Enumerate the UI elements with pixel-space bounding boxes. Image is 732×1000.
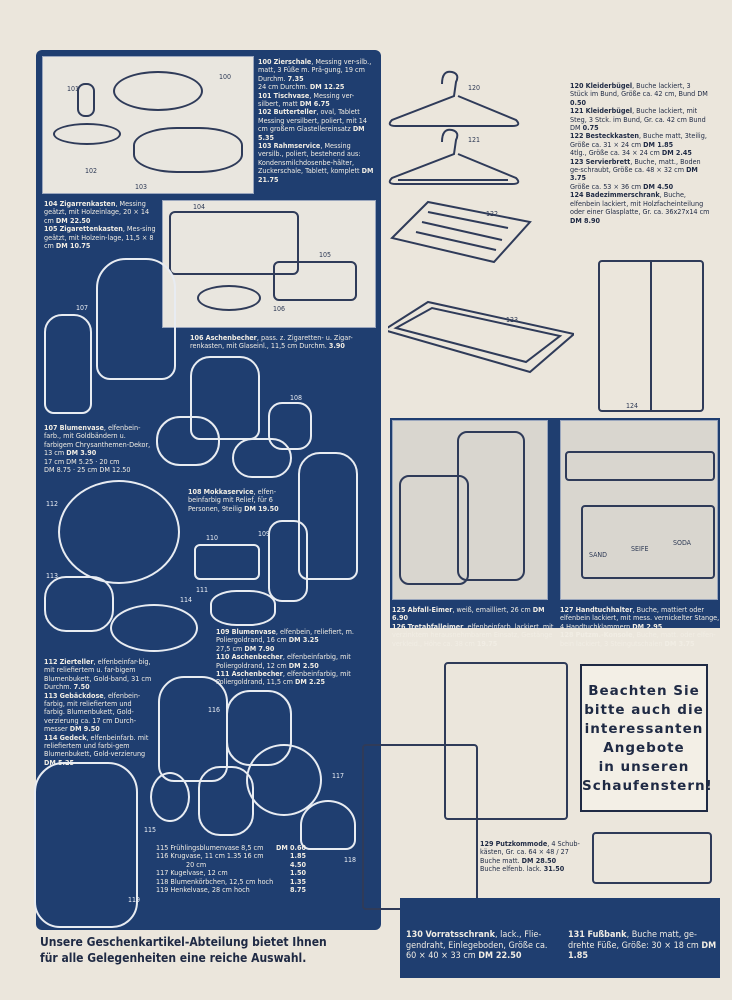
- num-116: 116: [208, 706, 221, 714]
- notice-line-2: bitte auch die: [584, 702, 704, 718]
- cabinet-door-split: [650, 260, 652, 412]
- line-127: 127 Handtuchhalter, Buche, mattiert oder elfenbein lackiert, mit mess. vernickelter Stange, 4 Handtuchklammern DM 2.95: [560, 605, 720, 631]
- num-120: 120: [468, 84, 481, 92]
- jar-label-sand: SAND: [589, 551, 607, 559]
- vase-107-large: [96, 258, 176, 380]
- line-124: 124 Badezimmerschrank, Buche, elfenbein lackiert, mit Holzfacheinteilung oder einer Glasplatte, Gr. ca. 36x27x14 cm DM 8.90: [570, 190, 710, 225]
- line-113: 113 Gebäckdose, elfenbein-farbig, mit reliefiertem und farbig. Blumenbukett, Gold-verzierung ca. 17 cm Durch-messer DM 9.50: [44, 690, 141, 734]
- ashtray-shape: [197, 285, 261, 311]
- pantry-cabinet-130: [362, 744, 478, 910]
- line-120: 120 Kleiderbügel, Buche lackiert, 3 Stück im Bund, Größe ca. 42 cm, Bund DM 0.50: [570, 81, 708, 107]
- towel-rack-photo: [560, 420, 718, 600]
- bucket-125: [399, 475, 469, 585]
- line-100b: 24 cm Durchm. DM 12.25: [258, 82, 345, 92]
- silverware-photo: [42, 56, 254, 194]
- text-106: 106 Aschenbecher, pass. z. Zigaretten- u. Zigar-renkasten, mit Glaseinl., 11,5 cm Durchm. 3.90: [190, 333, 353, 351]
- line-107b: 17 cm DM 5.25 · 20 cm: [44, 456, 120, 466]
- creamer-shape: [268, 402, 312, 450]
- text-127-128: [560, 606, 720, 648]
- line-114: 114 Gedeck, elfenbeinfarb. mit reliefiertem und farbi-gem Blumenbukett, Gold-verzierung DM 5.25: [44, 732, 149, 767]
- cigar-box-photo: [162, 200, 376, 328]
- bath-cabinet-124: [598, 260, 704, 412]
- row-117: 117 Kugelvase, 12 cm 1.50: [156, 868, 306, 878]
- num-115: 115: [144, 826, 157, 834]
- shelf-128: [581, 505, 715, 579]
- ashtray-111-shape: [210, 590, 276, 626]
- num-112: 112: [46, 500, 59, 508]
- num-103: 103: [135, 183, 148, 191]
- ashtray-110-shape: [194, 544, 260, 580]
- text-112-114: [44, 658, 154, 767]
- notice-line-3: interessanten: [584, 721, 704, 737]
- text-109-111: [216, 628, 376, 687]
- notice-line-4: Angebote: [603, 740, 685, 756]
- num-111: 111: [196, 586, 209, 594]
- shop-window-notice: [580, 664, 713, 812]
- spring-vase-115: [150, 772, 190, 822]
- line-112: 112 Zierteller, elfenbeinfar-big, mit reliefiertem u. far-bigem Blumenbukett, Gold-band, 31 cm Durchm. 7.50: [44, 657, 152, 692]
- hanger-120: [390, 72, 519, 126]
- handle-vase-119: [34, 762, 141, 928]
- sugar-bowl-shape: [156, 416, 220, 466]
- line-107: 107 Blumenvase, elfenbein-farb., mit Goldbändern u. farbigem Chrysanthemen-Dekor, 13 cm DM 3.90: [44, 423, 151, 458]
- row-119: 119 Henkelvase, 28 cm hoch 8.75: [156, 885, 306, 895]
- text-129: [480, 840, 584, 874]
- bowl-shape: [113, 71, 203, 111]
- num-102: 102: [85, 167, 98, 175]
- num-110: 110: [206, 534, 219, 542]
- text-120-124: [570, 82, 710, 225]
- line-128: 128 Putzm.-Konsole, Buche, matt. oder elfen-bein lackiert, 3 Steingutschalen DM 3.75: [560, 630, 716, 648]
- line-101: 101 Tischvase, Messing ver-silbert, matt DM 6.75: [258, 90, 355, 109]
- num-104: 104: [193, 203, 206, 211]
- row-116: 116 Krugvase, 11 cm 1.35 16 cm 1.85: [156, 851, 306, 861]
- footer-slogan: [40, 934, 380, 966]
- row-118: 118 Blumenkörbchen, 12,5 cm hoch 1.35: [156, 876, 306, 886]
- line-125: 125 Abfall-Eimer, weiß, emailliert, 26 cm DM 6.90: [392, 605, 545, 623]
- line-100: 100 Zierschale, Messing ver-silb., matt, 3 Füße m. Prä-gung, 19 cm Durchm. 7.35: [258, 57, 372, 83]
- hanger-121: [390, 130, 519, 184]
- num-114: 114: [180, 596, 193, 604]
- num-108: 108: [290, 394, 303, 402]
- cutlery-box-122: [392, 202, 530, 262]
- plate-112-shape: [58, 480, 180, 584]
- line-103: 103 Rahmservice, Messing versilb., poliert, bestehend aus: Kondensmilchdosenbe-hälter, Zuckerschale, Tablett, komplett DM 21.75: [258, 141, 374, 184]
- num-101: 101: [67, 85, 80, 93]
- text-107: [44, 424, 154, 474]
- num-109: 109: [258, 530, 271, 538]
- table-vase-shape: [77, 83, 95, 117]
- num-123: 123: [506, 316, 519, 324]
- cream-set-shape: [133, 127, 243, 173]
- towel-holder-127: [565, 451, 715, 481]
- num-117: 117: [332, 772, 345, 780]
- row-116b: 20 cm 4.50: [186, 859, 306, 869]
- footer-line-2: für alle Gelegenheiten eine reiche Auswahl.: [40, 951, 307, 965]
- vase-107-small: [44, 314, 92, 414]
- row-115: 115 Frühlingsblumenvase 8,5 cm DM 0.60: [156, 843, 306, 852]
- num-119: 119: [128, 896, 141, 904]
- text-125-126: [392, 606, 554, 648]
- jar-label-soda: SODA: [673, 539, 691, 547]
- line-102: 102 Butterteller, oval, Tablett Messing versilbert, poliert, mit 14 cm großem Glastellereinsatz DM 5.35: [258, 107, 368, 142]
- line-105: 105 Zigarettenkasten, Mes-sing geätzt, mit Holzein-lage, 11,5 × 8 cm DM 10.75: [44, 224, 156, 251]
- num-107: 107: [76, 304, 89, 312]
- line-122b: 4tlg., Größe ca. 34 × 24 cm DM 2.45: [570, 148, 692, 158]
- line-110: 110 Aschenbecher, elfenbeinfarbig, mit Poliergoldrand, 12 cm DM 2.50: [216, 652, 351, 670]
- line-123b: Größe ca. 53 × 36 cm DM 4.50: [570, 181, 674, 191]
- basket-118: [300, 800, 356, 850]
- line-129: 129 Putzkommode, 4 Schub-kästen, Gr. ca. 64 × 48 / 27 Buche matt. DM 28.50: [480, 839, 580, 865]
- line-109: 109 Blumenvase, elfenbein, reliefiert, m. Poliergoldrand, 16 cm DM 3.25: [216, 627, 354, 645]
- line-111: 111 Aschenbecher, elfenbeinfarbig, mit Poliergoldrand, 11,5 cm DM 2.25: [216, 669, 351, 687]
- line-123: 123 Servierbrett, Buche, matt., Boden ge-schraubt, Größe ca. 48 × 32 cm DM 3.75: [570, 156, 701, 183]
- text-115-119: [156, 844, 306, 894]
- num-100: 100: [219, 73, 232, 81]
- vase-109-small: [268, 520, 308, 602]
- notice-line-5: in unseren: [598, 759, 690, 775]
- text-131: 131 Fußbank, Buche matt, ge-drehte Füße, Größe: 30 × 18 cm DM 1.85: [568, 930, 717, 961]
- line-126: 126 Tretabfalleimer, elfenbeinfarb. lackiert, mit verzinktem herausnehmbarem Einsatz, Gestänge verkleid., Höhe ca. 38 cm 19.75: [392, 621, 554, 648]
- bucket-photo: [392, 420, 548, 600]
- text-104-105: [44, 200, 159, 250]
- cigarette-box-shape: [273, 261, 357, 301]
- tray-123: [388, 302, 574, 372]
- butter-dish-shape: [53, 123, 121, 145]
- num-106: 106: [273, 305, 286, 313]
- num-122: 122: [486, 210, 499, 218]
- footer-line-1: Unsere Geschenkartikel-Abteilung bietet Ihnen: [40, 935, 327, 949]
- notice-line-6: Schaufenstern!: [582, 778, 713, 794]
- line-107c: DM 8.75 · 25 cm DM 12.50: [44, 465, 131, 475]
- line-122: 122 Besteckkasten, Buche matt, 3teilig, Größe ca. 31 × 24 cm DM 1.85: [570, 131, 707, 149]
- jar-label-seife: SEIFE: [631, 545, 649, 553]
- text-100-103: [258, 58, 376, 184]
- jug-116-small: [198, 766, 254, 836]
- cookie-jar-shape: [44, 576, 114, 632]
- notice-line-1: Beachten Sie: [588, 683, 700, 699]
- line-121: 121 Kleiderbügel, Buche lackiert, mit Steg, 3 Stck. im Bund, Gr. ca. 42 cm Bund DM 0.75: [570, 106, 706, 133]
- text-108: 108 Mokkaservice, elfen-beinfarbig mit Relief, für 6 Personen, 9teilig DM 19.50: [188, 487, 279, 513]
- num-105: 105: [319, 251, 332, 259]
- num-124: 124: [626, 402, 639, 410]
- footstool-131: [592, 832, 712, 884]
- num-121: 121: [468, 136, 481, 144]
- line-109b: 27,5 cm DM 7.90: [216, 643, 275, 653]
- cup-saucer-shape: [110, 604, 198, 652]
- text-130: 130 Vorratsschrank, lack., Flie-gendraht, Einlegeboden, Größe ca. 60 × 40 × 33 cm DM 22.50: [406, 930, 548, 961]
- num-118: 118: [344, 856, 357, 864]
- num-113: 113: [46, 572, 59, 580]
- line-104: 104 Zigarrenkasten, Messing geätzt, mit Holzeinlage, 20 × 14 cm DM 22.50: [44, 199, 150, 225]
- line-129b: Buche elfenb. lack. 31.50: [480, 864, 565, 874]
- hangers-trays-drawing: [388, 62, 574, 402]
